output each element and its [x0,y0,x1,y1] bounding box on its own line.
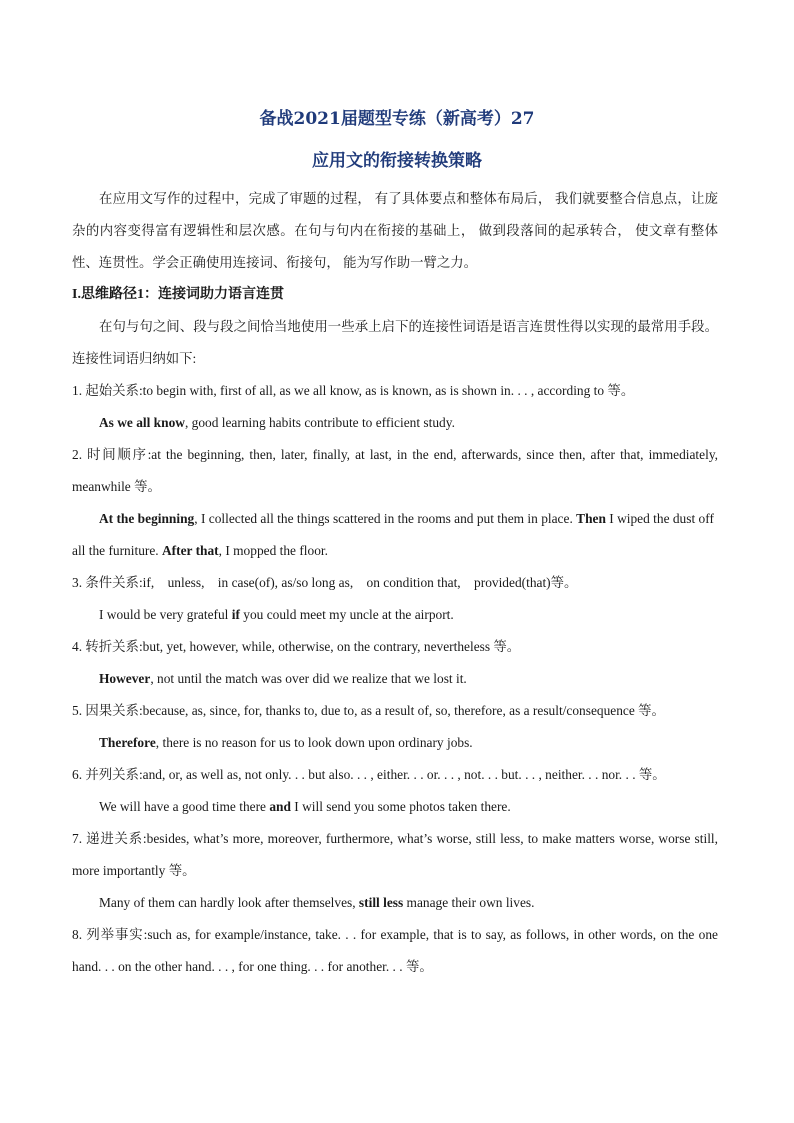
example-7: Many of them can hardly look after themselves, still less manage their own lives. [99,895,535,910]
list-item-6: 6. 并列关系:and, or, as well as, not only. . . but also. . . , either. . . or. . . , not. . . but. . . , neither. . . nor. . . 等。 [72,767,666,782]
list-item-7: 7. 递进关系:besides, what’s more, moreover, furthermore, what’s worse, still less, to make matters worse, worse still, more importantly 等。 [72,831,718,878]
list-item-3: 3. 条件关系:if, unless, in case(of), as/so long as, on condition that, provided(that)等。 [72,575,578,590]
list-item-8: 8. 列举事实:such as, for example/instance, take. . . for example, that is to say, as follows, in other words, on the one hand. . . on the other hand. . . , for one thing. . . for another. . . 等。 [72,927,718,974]
list-item-5: 5. 因果关系:because, as, since, for, thanks to, due to, as a result of, so, therefore, as a result/consequence 等。 [72,703,665,718]
page-title: 备战2021届题型专练（新高考）27 [259,109,535,129]
intro-paragraph: 在应用文写作的过程中，完成了审题的过程， 有了具体要点和整体布局后， 我们就要整合信息点，让庞杂的内容变得富有逻辑性和层次感。在句与句内在衔接的基础上， 做到段落间的起承转合， 使文章有整体性、连贯性。学会正确使用连接词、衔接句， 能为写作助一臂之力。 [72,191,718,270]
list-item-1: 1. 起始关系:to begin with, first of all, as we all know, as is known, as is shown in. . . , according to 等。 [72,383,635,398]
document-body [72,183,718,983]
page-subtitle: 应用文的衔接转换策略 [312,151,482,171]
example-3: I would be very grateful if you could meet my uncle at the airport. [99,607,454,622]
example-4: However, not until the match was over did we realize that we lost it. [99,671,467,686]
list-item-2: 2. 时间顺序:at the beginning, then, later, finally, at last, in the end, afterwards, since then, after that, immediately, meanwhile 等。 [72,447,718,494]
section-heading: I.思维路径1：连接词助力语言连贯 [72,287,284,302]
example-2: At the beginning, I collected all the things scattered in the rooms and put them in place. Then I wiped the dust off all the furniture. After that, I mopped the floor. [72,511,714,558]
example-5: Therefore, there is no reason for us to look down upon ordinary jobs. [99,735,473,750]
section-intro: 在句与句之间、段与段之间恰当地使用一些承上启下的连接性词语是语言连贯性得以实现的最常用手段。连接性词语归纳如下: [72,319,718,366]
example-6: We will have a good time there and I will send you some photos taken there. [99,799,511,814]
example-1: As we all know, good learning habits contribute to efficient study. [99,415,455,430]
list-item-4: 4. 转折关系:but, yet, however, while, otherwise, on the contrary, nevertheless 等。 [72,639,521,654]
